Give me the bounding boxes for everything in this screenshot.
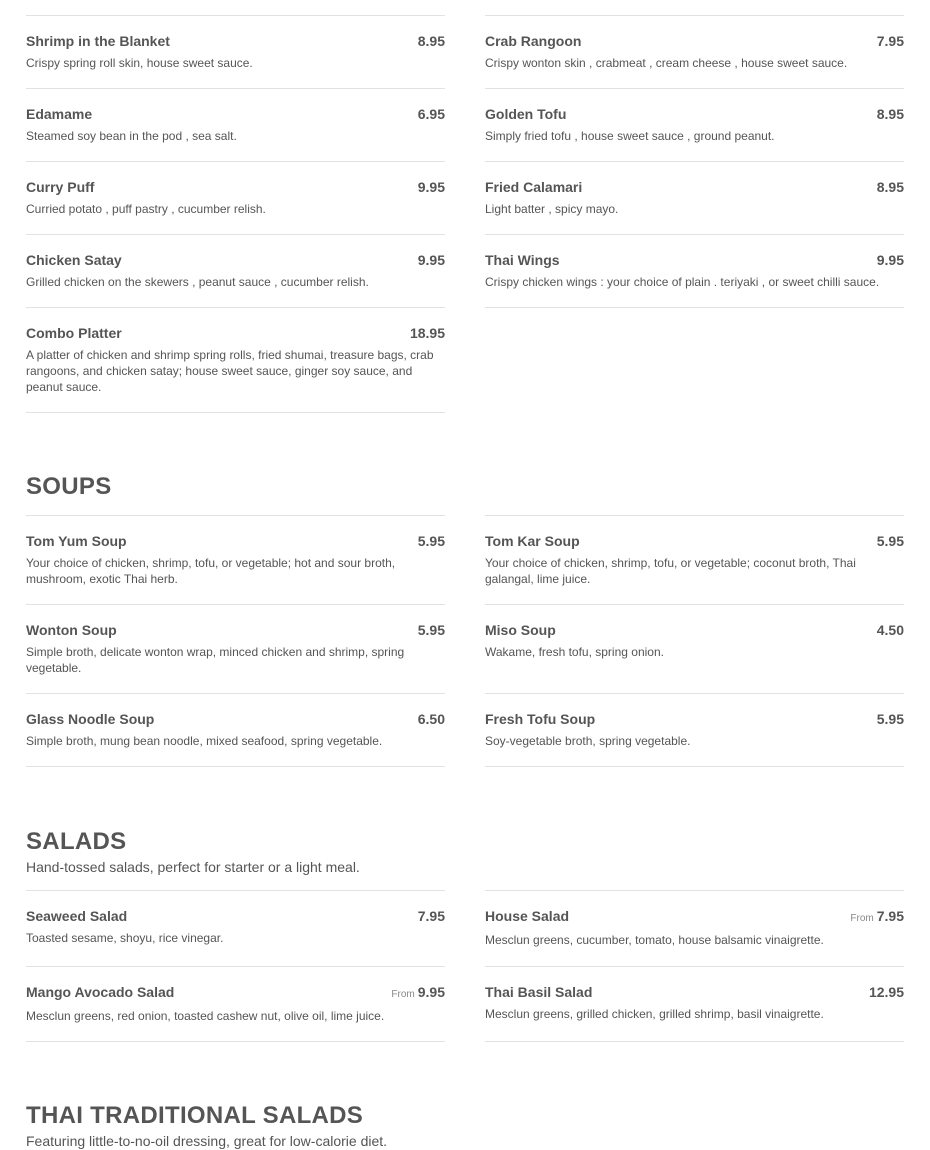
item-name: Glass Noodle Soup — [26, 711, 155, 727]
item-description: Simply fried tofu , house sweet sauce , ground peanut. — [485, 129, 775, 143]
price-value: 8.95 — [876, 106, 904, 122]
item-price — [877, 711, 904, 727]
item-price — [877, 622, 904, 638]
divider — [26, 1041, 445, 1042]
price-value: 4.50 — [876, 622, 904, 638]
item-description: Steamed soy bean in the pod , sea salt. — [26, 129, 237, 143]
appetizers-grid — [26, 15, 904, 413]
price-value: 9.95 — [417, 252, 445, 268]
item-name: Golden Tofu — [485, 106, 567, 122]
menu-item[interactable] — [26, 161, 445, 234]
item-name: Tom Kar Soup — [485, 533, 580, 549]
item-price — [418, 252, 445, 268]
item-name: Miso Soup — [485, 622, 556, 638]
item-description: Crispy chicken wings : your choice of plain . teriyaki , or sweet chilli sauce. — [485, 275, 880, 289]
item-price — [410, 325, 445, 341]
item-description: A platter of chicken and shrimp spring rolls, fried shumai, treasure bags, crab rangoons, and chicken satay; house sweet sauce, ginger soy sauce, and peanut sauce. — [26, 348, 434, 394]
menu-item[interactable] — [26, 234, 445, 307]
item-name: Curry Puff — [26, 179, 95, 195]
appetizers-right-column — [485, 15, 904, 308]
item-price — [418, 622, 445, 638]
item-name: Thai Basil Salad — [485, 984, 593, 1000]
menu-item[interactable] — [26, 515, 445, 604]
section-subtitle-salads: Hand-tossed salads, perfect for starter or a light meal. — [26, 859, 360, 875]
price-value: 8.95 — [876, 179, 904, 195]
menu-item[interactable] — [485, 88, 904, 161]
appetizers-left-column — [26, 15, 445, 413]
item-price — [877, 33, 904, 49]
item-description: Mesclun greens, cucumber, tomato, house balsamic vinaigrette. — [485, 933, 824, 947]
item-description: Light batter , spicy mayo. — [485, 202, 619, 216]
price-value: 5.95 — [876, 711, 904, 727]
item-name: Chicken Satay — [26, 252, 122, 268]
item-description: Mesclun greens, grilled chicken, grilled shrimp, basil vinaigrette. — [485, 1007, 824, 1021]
price-value: 7.95 — [417, 908, 445, 924]
price-from-label: From — [391, 989, 415, 1000]
divider — [485, 766, 904, 767]
item-description: Soy-vegetable broth, spring vegetable. — [485, 734, 691, 748]
soups-right-column — [485, 515, 904, 767]
price-value: 9.95 — [417, 984, 445, 1000]
price-value: 8.95 — [417, 33, 445, 49]
item-name: Thai Wings — [485, 252, 560, 268]
item-name: Seaweed Salad — [26, 908, 128, 924]
menu-item[interactable] — [26, 604, 445, 693]
price-value: 7.95 — [876, 33, 904, 49]
item-price — [877, 106, 904, 122]
menu-item[interactable] — [485, 234, 904, 307]
item-description: Mesclun greens, red onion, toasted cashew nut, olive oil, lime juice. — [26, 1009, 385, 1023]
price-value: 6.50 — [417, 711, 445, 727]
menu-item[interactable] — [485, 890, 904, 966]
item-name: Edamame — [26, 106, 93, 122]
item-name: Combo Platter — [26, 325, 122, 341]
price-value: 7.95 — [876, 908, 904, 924]
item-name: Wonton Soup — [26, 622, 117, 638]
item-description: Your choice of chicken, shrimp, tofu, or vegetable; hot and sour broth, mushroom, exotic Thai herb. — [26, 556, 396, 586]
price-value: 9.95 — [876, 252, 904, 268]
section-title-thai-traditional-salads: THAI TRADITIONAL SALADS — [26, 1102, 364, 1129]
item-name: Shrimp in the Blanket — [26, 33, 170, 49]
item-name: Tom Yum Soup — [26, 533, 127, 549]
menu-item[interactable] — [485, 693, 904, 766]
salads-grid — [26, 890, 904, 1042]
menu-item[interactable] — [485, 604, 904, 693]
item-name: Crab Rangoon — [485, 33, 582, 49]
menu-item[interactable] — [485, 966, 904, 1041]
item-price — [418, 106, 445, 122]
salads-right-column — [485, 890, 904, 1042]
item-price — [418, 533, 445, 549]
item-price — [850, 908, 904, 924]
item-name: House Salad — [485, 908, 570, 924]
item-price — [418, 908, 445, 924]
menu-item[interactable] — [485, 161, 904, 234]
item-description: Toasted sesame, shoyu, rice vinegar. — [26, 931, 224, 945]
item-name: Mango Avocado Salad — [26, 984, 175, 1000]
divider — [485, 307, 904, 308]
item-price — [418, 179, 445, 195]
soups-grid — [26, 515, 904, 767]
item-price — [869, 984, 904, 1000]
price-value: 6.95 — [417, 106, 445, 122]
menu-item[interactable] — [26, 88, 445, 161]
item-description: Your choice of chicken, shrimp, tofu, or vegetable; coconut broth, Thai galangal, lime juice. — [485, 556, 856, 586]
price-value: 12.95 — [868, 984, 904, 1000]
item-price — [877, 179, 904, 195]
price-value: 5.95 — [876, 533, 904, 549]
menu-item[interactable] — [485, 15, 904, 88]
item-price — [877, 252, 904, 268]
price-value: 5.95 — [417, 622, 445, 638]
price-from-label: From — [850, 913, 874, 924]
section-title-salads: SALADS — [26, 828, 127, 855]
divider — [485, 1041, 904, 1042]
section-title-soups: SOUPS — [26, 473, 112, 500]
menu-item[interactable] — [26, 890, 445, 966]
menu-item[interactable] — [26, 966, 445, 1041]
salads-left-column — [26, 890, 445, 1042]
divider — [26, 766, 445, 767]
item-name: Fried Calamari — [485, 179, 583, 195]
item-price — [418, 711, 445, 727]
menu-item[interactable] — [26, 15, 445, 88]
price-value: 5.95 — [417, 533, 445, 549]
item-description: Simple broth, mung bean noodle, mixed seafood, spring vegetable. — [26, 734, 383, 748]
item-description: Crispy spring roll skin, house sweet sauce. — [26, 56, 253, 70]
menu-item[interactable] — [26, 307, 445, 412]
price-value: 18.95 — [409, 325, 445, 341]
section-subtitle-thai-traditional-salads: Featuring little-to-no-oil dressing, great for low-calorie diet. — [26, 1133, 388, 1149]
soups-left-column — [26, 515, 445, 767]
menu-item[interactable] — [26, 693, 445, 766]
item-description: Crispy wonton skin , crabmeat , cream cheese , house sweet sauce. — [485, 56, 848, 70]
item-description: Wakame, fresh tofu, spring onion. — [485, 645, 664, 659]
item-description: Simple broth, delicate wonton wrap, minced chicken and shrimp, spring vegetable. — [26, 645, 405, 675]
item-description: Curried potato , puff pastry , cucumber relish. — [26, 202, 266, 216]
item-price — [391, 984, 445, 1000]
price-value: 9.95 — [417, 179, 445, 195]
item-price — [418, 33, 445, 49]
item-description: Grilled chicken on the skewers , peanut sauce , cucumber relish. — [26, 275, 369, 289]
item-price — [877, 533, 904, 549]
menu-item[interactable] — [485, 515, 904, 604]
divider — [26, 412, 445, 413]
item-name: Fresh Tofu Soup — [485, 711, 596, 727]
